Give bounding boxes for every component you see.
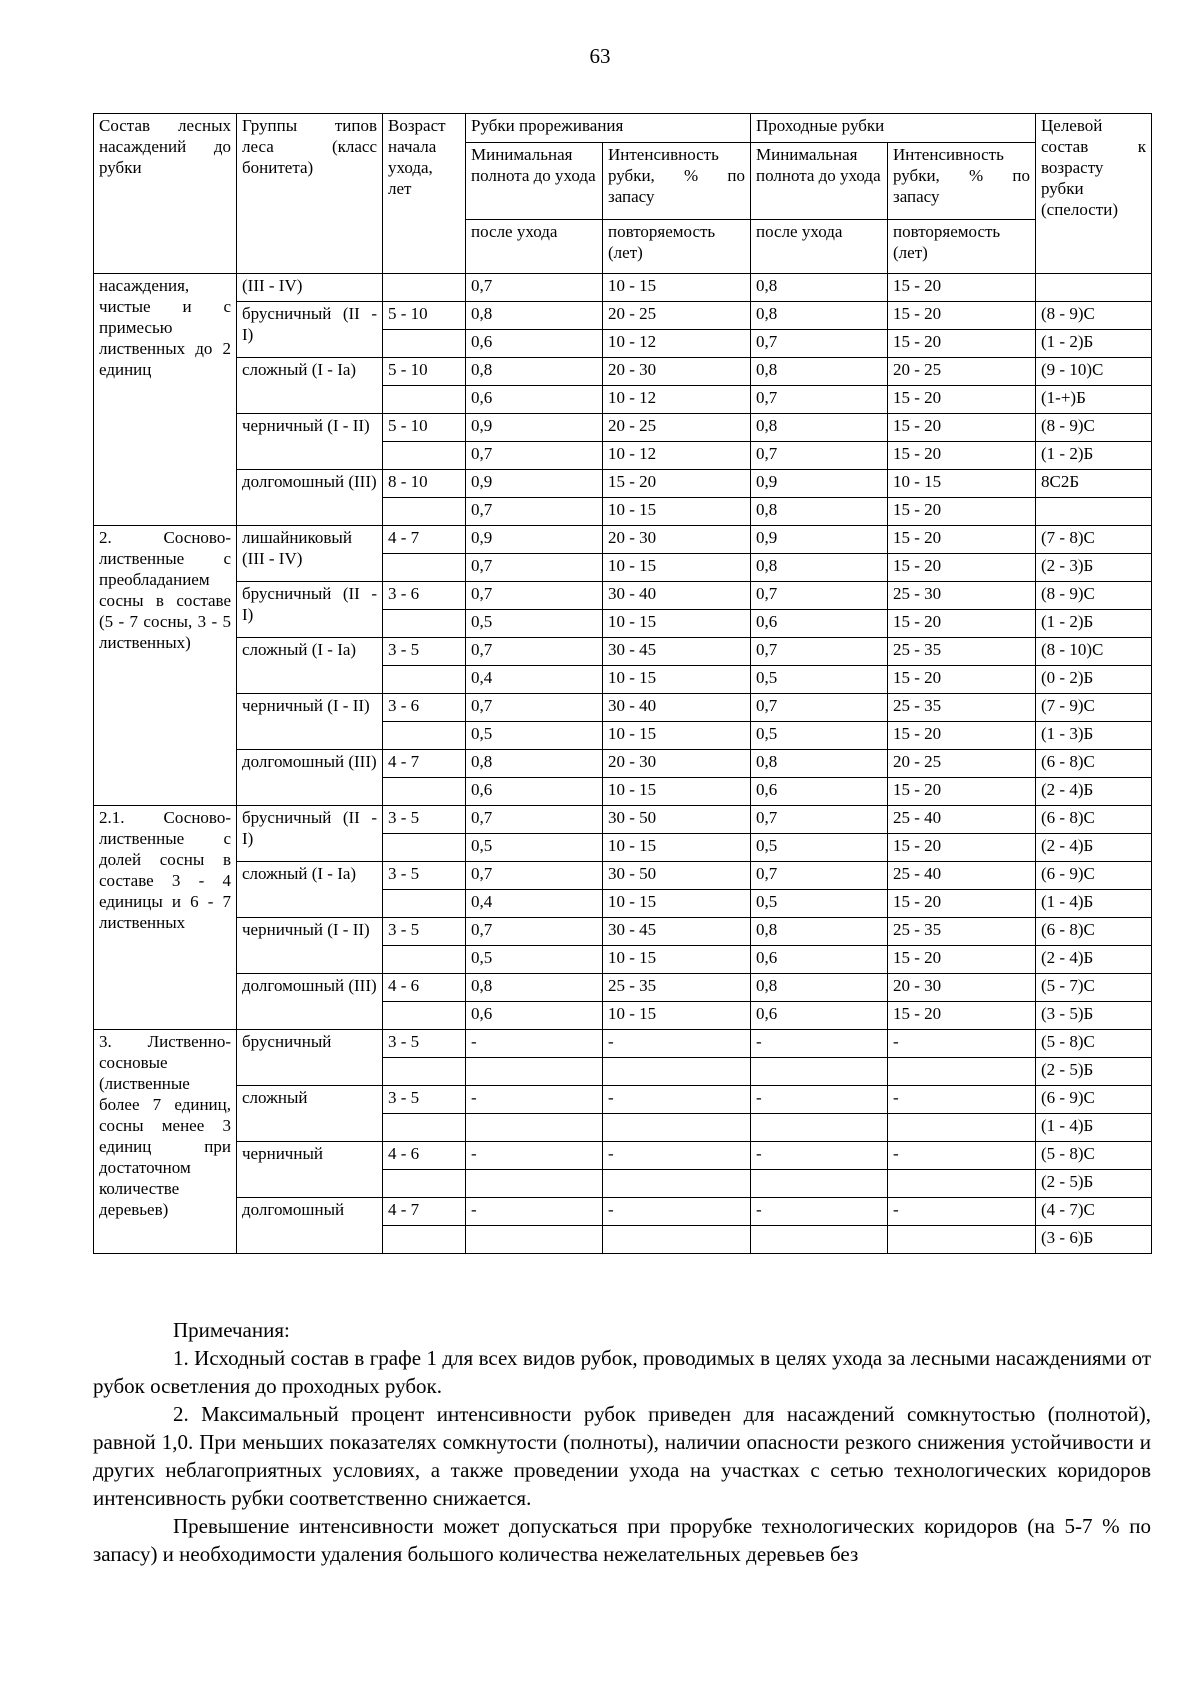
cell-target: 8С2Б [1036,470,1152,498]
header-passage-after-care: после ухода [751,219,888,273]
cell-passage-after: - [751,1142,888,1170]
cell-passage-after: - [751,1030,888,1058]
header-thinning-min-density: Минимальная полнота до ухода [466,142,603,219]
cell-thinning-repeat: 30 - 45 [603,918,751,946]
cell-passage-repeat: 15 - 20 [888,778,1036,806]
cell-passage-repeat: 25 - 40 [888,862,1036,890]
cell-start-age [383,330,466,358]
cell-thinning-after: - [466,1086,603,1114]
cell-target: (8 - 9)С [1036,414,1152,442]
cell-thinning-repeat: 30 - 50 [603,862,751,890]
cell-passage-repeat: 15 - 20 [888,274,1036,302]
cell-thinning-repeat: 10 - 15 [603,554,751,582]
cell-start-age: 3 - 5 [383,918,466,946]
cell-thinning-after: 0,5 [466,834,603,862]
header-passage-min-density: Минимальная полнота до ухода [751,142,888,219]
cell-passage-repeat: - [888,1198,1036,1226]
cell-passage-repeat [888,1114,1036,1142]
cell-thinning-repeat: - [603,1198,751,1226]
cell-target: (8 - 9)С [1036,302,1152,330]
cell-thinning-after: 0,6 [466,330,603,358]
cell-start-age: 4 - 7 [383,526,466,554]
cell-target: (8 - 9)С [1036,582,1152,610]
cell-thinning-after [466,1058,603,1086]
cell-thinning-repeat: 20 - 25 [603,302,751,330]
cell-thinning-repeat [603,1114,751,1142]
cell-thinning-repeat: 10 - 15 [603,722,751,750]
cell-target: (1 - 4)Б [1036,890,1152,918]
cell-forest-group: черничный [237,1142,383,1198]
cell-passage-repeat: 15 - 20 [888,1002,1036,1030]
table-row [94,918,1152,946]
cell-passage-after: - [751,1086,888,1114]
table-row [94,862,1152,890]
table-row [94,582,1152,610]
cell-start-age [383,1058,466,1086]
table-row [94,806,1152,834]
forest-care-table [93,113,1152,1254]
cell-passage-repeat: 20 - 25 [888,750,1036,778]
cell-thinning-repeat: 20 - 30 [603,750,751,778]
table-row [94,694,1152,722]
cell-target: (6 - 8)С [1036,806,1152,834]
cell-start-age [383,666,466,694]
cell-passage-repeat: 25 - 30 [888,582,1036,610]
cell-start-age [383,442,466,470]
cell-thinning-after: - [466,1142,603,1170]
cell-target: (8 - 10)С [1036,638,1152,666]
cell-passage-after: 0,7 [751,862,888,890]
table-row [94,274,1152,302]
cell-thinning-after: 0,5 [466,722,603,750]
cell-passage-repeat: 15 - 20 [888,890,1036,918]
cell-passage-repeat [888,1170,1036,1198]
cell-target: (7 - 9)С [1036,694,1152,722]
cell-target: (2 - 4)Б [1036,834,1152,862]
cell-passage-repeat: 15 - 20 [888,386,1036,414]
cell-passage-repeat: - [888,1142,1036,1170]
cell-passage-after: 0,8 [751,358,888,386]
cell-composition: 2.1. Сосново-лиственные с долей сосны в составе 3 - 4 единицы и 6 - 7 лиственных [94,806,237,1030]
cell-thinning-repeat [603,1226,751,1254]
cell-start-age: 4 - 6 [383,974,466,1002]
cell-passage-after: 0,7 [751,638,888,666]
cell-forest-group: сложный (I - Ia) [237,358,383,414]
cell-forest-group: (III - IV) [237,274,383,302]
note-paragraph: 2. Максимальный процент интенсивности рубок приведен для насаждений сомкнутостью (полнотой), равной 1,0. При меньших показателях сомкнутости (полноты), наличии опасности резкого снижения устойчивости и других неблагоприятных условиях, а также проведении ухода на участках с сетью технологических коридоров интенсивность рубки соответственно снижается. [93,1402,1151,1510]
cell-start-age [383,1170,466,1198]
cell-passage-after: 0,6 [751,946,888,974]
cell-forest-group: черничный (I - II) [237,414,383,470]
table-row [94,302,1152,330]
cell-start-age: 5 - 10 [383,358,466,386]
cell-target: (2 - 3)Б [1036,554,1152,582]
cell-forest-group: долгомошный (III) [237,750,383,806]
cell-target: (2 - 4)Б [1036,946,1152,974]
cell-passage-repeat: 15 - 20 [888,414,1036,442]
cell-passage-after: 0,8 [751,974,888,1002]
cell-start-age: 5 - 10 [383,414,466,442]
cell-thinning-after: 0,8 [466,974,603,1002]
cell-target: (5 - 8)С [1036,1030,1152,1058]
cell-passage-after: 0,7 [751,694,888,722]
cell-passage-repeat: 25 - 35 [888,694,1036,722]
cell-thinning-after: 0,7 [466,498,603,526]
cell-forest-group: долгомошный (III) [237,470,383,526]
cell-passage-after: 0,5 [751,722,888,750]
cell-thinning-after: 0,8 [466,750,603,778]
header-passage-intensity: Интенсивность рубки, % по запасу [888,142,1036,219]
cell-start-age: 3 - 5 [383,1030,466,1058]
cell-forest-group: сложный (I - Ia) [237,862,383,918]
table-row [94,1142,1152,1170]
cell-target: (7 - 8)С [1036,526,1152,554]
cell-passage-repeat: 15 - 20 [888,526,1036,554]
note-paragraph: 1. Исходный состав в графе 1 для всех видов рубок, проводимых в целях ухода за лесными насаждениями от рубок осветления до проходных рубок. [93,1346,1151,1398]
cell-forest-group: черничный (I - II) [237,918,383,974]
table-row [94,1086,1152,1114]
cell-thinning-repeat: 10 - 15 [603,946,751,974]
cell-target: (5 - 7)С [1036,974,1152,1002]
cell-start-age [383,1114,466,1142]
notes-title: Примечания: [173,1318,290,1342]
cell-passage-after: 0,6 [751,778,888,806]
cell-target: (5 - 8)С [1036,1142,1152,1170]
header-passage: Проходные рубки [751,114,1036,143]
cell-thinning-repeat: 10 - 15 [603,666,751,694]
cell-start-age: 3 - 6 [383,694,466,722]
cell-passage-repeat: 15 - 20 [888,442,1036,470]
cell-thinning-repeat: 30 - 40 [603,582,751,610]
cell-start-age [383,722,466,750]
cell-thinning-after: 0,4 [466,666,603,694]
cell-start-age [383,1226,466,1254]
cell-thinning-after: 0,6 [466,1002,603,1030]
header-target: Целевой состав к возрасту рубки (спелости) [1036,114,1152,274]
cell-start-age [383,554,466,582]
cell-passage-after: 0,7 [751,582,888,610]
notes [93,1316,1151,1568]
cell-thinning-after: 0,7 [466,582,603,610]
cell-thinning-after [466,1114,603,1142]
cell-thinning-after: 0,9 [466,526,603,554]
cell-passage-after: 0,8 [751,750,888,778]
cell-start-age [383,274,466,302]
cell-passage-after: 0,7 [751,330,888,358]
cell-thinning-repeat: 20 - 30 [603,358,751,386]
page-number: 63 [589,44,611,68]
cell-start-age: 4 - 7 [383,750,466,778]
cell-thinning-repeat [603,1170,751,1198]
cell-passage-repeat: 15 - 20 [888,498,1036,526]
cell-thinning-repeat: - [603,1142,751,1170]
cell-thinning-repeat: 10 - 15 [603,610,751,638]
cell-thinning-repeat [603,1058,751,1086]
cell-thinning-after [466,1226,603,1254]
cell-thinning-after: 0,7 [466,274,603,302]
cell-start-age: 4 - 7 [383,1198,466,1226]
cell-thinning-repeat: 20 - 25 [603,414,751,442]
cell-thinning-after: 0,7 [466,694,603,722]
table-row [94,638,1152,666]
cell-composition: 3. Лиственно-сосновые (лиственные более 7 единиц, сосны менее 3 единиц при достаточном количестве деревьев) [94,1030,237,1254]
cell-composition: 2. Сосново-лиственные с преобладанием сосны в составе (5 - 7 сосны, 3 - 5 лиственных) [94,526,237,806]
cell-start-age: 5 - 10 [383,302,466,330]
cell-start-age: 3 - 5 [383,806,466,834]
cell-start-age: 3 - 5 [383,862,466,890]
cell-target: (9 - 10)С [1036,358,1152,386]
cell-forest-group: брусничный (II - I) [237,302,383,358]
cell-start-age: 3 - 5 [383,1086,466,1114]
cell-passage-repeat: 25 - 35 [888,918,1036,946]
cell-thinning-after: 0,7 [466,806,603,834]
cell-passage-after: 0,5 [751,890,888,918]
cell-passage-after: 0,8 [751,554,888,582]
cell-passage-after: 0,8 [751,918,888,946]
table-row [94,1030,1152,1058]
cell-start-age [383,610,466,638]
cell-passage-after: 0,7 [751,806,888,834]
header-thinning: Рубки прореживания [466,114,751,143]
cell-passage-after [751,1114,888,1142]
header-start-age: Возраст начала ухода, лет [383,114,466,274]
cell-thinning-after: 0,7 [466,638,603,666]
cell-thinning-repeat: 10 - 12 [603,330,751,358]
cell-thinning-after: 0,7 [466,862,603,890]
table-row [94,470,1152,498]
cell-forest-group: брусничный (II - I) [237,582,383,638]
cell-passage-repeat: - [888,1030,1036,1058]
cell-thinning-after: 0,7 [466,554,603,582]
cell-thinning-after: - [466,1030,603,1058]
cell-thinning-repeat: 10 - 15 [603,778,751,806]
cell-passage-repeat: 25 - 35 [888,638,1036,666]
cell-thinning-after: 0,5 [466,610,603,638]
cell-forest-group: лишайниковый (III - IV) [237,526,383,582]
cell-passage-repeat: 15 - 20 [888,946,1036,974]
cell-thinning-repeat: - [603,1086,751,1114]
cell-passage-repeat: 15 - 20 [888,302,1036,330]
cell-thinning-repeat: 10 - 15 [603,1002,751,1030]
cell-forest-group: долгомошный [237,1198,383,1254]
cell-thinning-repeat: 10 - 12 [603,386,751,414]
header-passage-repeat: повторяемость (лет) [888,219,1036,273]
cell-thinning-after: 0,6 [466,778,603,806]
cell-start-age: 8 - 10 [383,470,466,498]
cell-target: (6 - 9)С [1036,1086,1152,1114]
cell-start-age: 3 - 6 [383,582,466,610]
cell-target: (2 - 5)Б [1036,1058,1152,1086]
cell-thinning-repeat: 30 - 45 [603,638,751,666]
cell-passage-after: 0,7 [751,442,888,470]
cell-target: (1 - 2)Б [1036,610,1152,638]
cell-thinning-after: 0,4 [466,890,603,918]
header-forest-group: Группы типов леса (класс бонитета) [237,114,383,274]
cell-passage-repeat [888,1058,1036,1086]
cell-forest-group: брусничный [237,1030,383,1086]
cell-start-age [383,890,466,918]
note-paragraph: Превышение интенсивности может допускаться при прорубке технологических коридоров (на 5-7 % по запасу) и необходимости удаления большого количества нежелательных деревьев без [93,1514,1151,1566]
cell-thinning-after: 0,5 [466,946,603,974]
table-row [94,1198,1152,1226]
cell-passage-repeat [888,1226,1036,1254]
cell-thinning-after: 0,7 [466,442,603,470]
cell-target: (1 - 2)Б [1036,330,1152,358]
cell-passage-repeat: 25 - 40 [888,806,1036,834]
cell-thinning-repeat: 10 - 15 [603,834,751,862]
cell-target: (0 - 2)Б [1036,666,1152,694]
cell-passage-after: 0,6 [751,1002,888,1030]
cell-start-age: 4 - 6 [383,1142,466,1170]
cell-passage-repeat: 10 - 15 [888,470,1036,498]
cell-passage-repeat: 20 - 30 [888,974,1036,1002]
cell-passage-repeat: 15 - 20 [888,666,1036,694]
cell-start-age [383,386,466,414]
cell-passage-after [751,1226,888,1254]
cell-passage-after: 0,5 [751,666,888,694]
cell-target: (1 - 2)Б [1036,442,1152,470]
cell-thinning-after: 0,6 [466,386,603,414]
cell-forest-group: сложный [237,1086,383,1142]
cell-passage-after: 0,7 [751,386,888,414]
cell-passage-repeat: 15 - 20 [888,330,1036,358]
header-thinning-repeat: повторяемость (лет) [603,219,751,273]
cell-forest-group: брусничный (II - I) [237,806,383,862]
cell-thinning-repeat: 20 - 30 [603,526,751,554]
cell-passage-after: 0,8 [751,414,888,442]
cell-passage-repeat: - [888,1086,1036,1114]
cell-target [1036,498,1152,526]
header-thinning-intensity: Интенсивность рубки, % по запасу [603,142,751,219]
cell-start-age [383,498,466,526]
cell-target: (3 - 5)Б [1036,1002,1152,1030]
cell-thinning-repeat: 25 - 35 [603,974,751,1002]
cell-passage-after [751,1170,888,1198]
cell-thinning-after: 0,9 [466,414,603,442]
cell-thinning-after: - [466,1198,603,1226]
cell-passage-after: 0,9 [751,526,888,554]
cell-thinning-repeat: - [603,1030,751,1058]
cell-forest-group: черничный (I - II) [237,694,383,750]
cell-thinning-after: 0,9 [466,470,603,498]
cell-passage-after [751,1058,888,1086]
cell-thinning-repeat: 10 - 15 [603,274,751,302]
cell-passage-repeat: 15 - 20 [888,722,1036,750]
cell-target: (1 - 4)Б [1036,1114,1152,1142]
cell-passage-after: 0,6 [751,610,888,638]
table-row [94,358,1152,386]
cell-target: (6 - 8)С [1036,750,1152,778]
cell-target: (4 - 7)С [1036,1198,1152,1226]
cell-thinning-repeat: 30 - 40 [603,694,751,722]
cell-passage-after: 0,8 [751,498,888,526]
cell-thinning-repeat: 10 - 15 [603,890,751,918]
cell-start-age [383,946,466,974]
cell-target: (1 - 3)Б [1036,722,1152,750]
cell-start-age: 3 - 5 [383,638,466,666]
cell-start-age [383,1002,466,1030]
cell-thinning-repeat: 10 - 12 [603,442,751,470]
table-row [94,750,1152,778]
cell-thinning-after: 0,7 [466,918,603,946]
cell-passage-repeat: 15 - 20 [888,554,1036,582]
header-composition: Состав лесных насаждений до рубки [94,114,237,274]
cell-forest-group: долгомошный (III) [237,974,383,1030]
header-thinning-after-care: после ухода [466,219,603,273]
cell-start-age [383,834,466,862]
cell-passage-after: 0,9 [751,470,888,498]
cell-thinning-after [466,1170,603,1198]
cell-target: (6 - 9)С [1036,862,1152,890]
table-row [94,526,1152,554]
cell-target: (2 - 4)Б [1036,778,1152,806]
cell-thinning-repeat: 10 - 15 [603,498,751,526]
table-row [94,974,1152,1002]
cell-passage-after: 0,8 [751,274,888,302]
cell-passage-repeat: 15 - 20 [888,834,1036,862]
cell-thinning-repeat: 30 - 50 [603,806,751,834]
cell-target: (2 - 5)Б [1036,1170,1152,1198]
cell-target: (6 - 8)С [1036,918,1152,946]
cell-passage-repeat: 15 - 20 [888,610,1036,638]
cell-thinning-after: 0,8 [466,302,603,330]
cell-thinning-repeat: 15 - 20 [603,470,751,498]
cell-target: (1-+)Б [1036,386,1152,414]
cell-thinning-after: 0,8 [466,358,603,386]
cell-target [1036,274,1152,302]
table-row [94,414,1152,442]
cell-passage-after: 0,5 [751,834,888,862]
cell-target: (3 - 6)Б [1036,1226,1152,1254]
cell-forest-group: сложный (I - Ia) [237,638,383,694]
cell-passage-after: - [751,1198,888,1226]
cell-passage-after: 0,8 [751,302,888,330]
cell-passage-repeat: 20 - 25 [888,358,1036,386]
cell-composition: насаждения, чистые и с примесью лиственных до 2 единиц [94,274,237,526]
cell-start-age [383,778,466,806]
